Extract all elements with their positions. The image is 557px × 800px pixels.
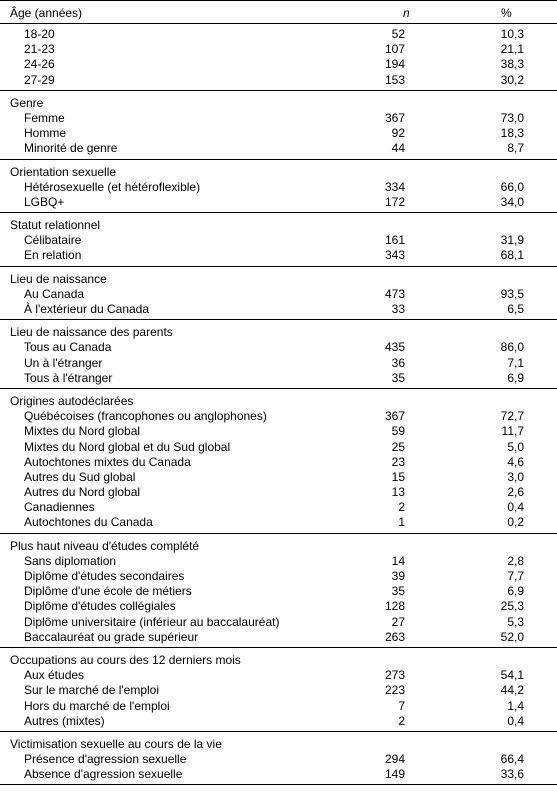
- row-count: 149: [384, 767, 405, 782]
- row-label: Mixtes du Nord global: [24, 424, 141, 439]
- row-percent: 5,0: [507, 439, 524, 454]
- row-count: 14: [391, 553, 405, 568]
- row-percent: 6,9: [507, 584, 524, 599]
- table-section: [0, 267, 557, 321]
- row-count: 367: [384, 409, 405, 424]
- row-label: Québécoises (francophones ou anglophones): [24, 409, 267, 424]
- row-count: 2: [398, 713, 405, 728]
- row-count: 52: [391, 27, 405, 41]
- table-row: [0, 27, 557, 42]
- row-percent: 5,3: [507, 614, 524, 629]
- row-label: Baccalauréat ou grade supérieur: [24, 629, 199, 644]
- row-label: Présence d'agression sexuelle: [24, 752, 187, 767]
- row-label: Autochtones mixtes du Canada: [24, 454, 191, 469]
- table-row: [0, 668, 557, 683]
- row-count: 153: [384, 72, 405, 87]
- table-row: [0, 630, 557, 645]
- row-label: Célibataire: [24, 233, 82, 248]
- row-percent: 66,0: [500, 179, 524, 194]
- row-percent: 38,3: [500, 57, 524, 72]
- table-row: [0, 699, 557, 714]
- row-percent: 18,3: [500, 126, 524, 141]
- row-count: 473: [384, 286, 405, 301]
- row-count: 343: [384, 248, 405, 263]
- row-label: Minorité de genre: [24, 141, 118, 156]
- table-section: [0, 534, 557, 648]
- section-title: Victimisation sexuelle au cours de la vie: [10, 736, 222, 751]
- table-row: [0, 371, 557, 386]
- table-row: [0, 57, 557, 72]
- row-percent: 66,4: [500, 752, 524, 767]
- section-title: Statut relationnel: [10, 218, 101, 233]
- table-row: [0, 767, 557, 782]
- table-row: [0, 569, 557, 584]
- row-label: 27-29: [24, 72, 55, 87]
- row-count: 194: [384, 57, 405, 72]
- table-row: [0, 287, 557, 302]
- table-section: [0, 24, 557, 91]
- table-section: [0, 648, 557, 732]
- table-row: [0, 111, 557, 126]
- row-percent: 7,1: [507, 355, 524, 370]
- table-body: [0, 24, 557, 785]
- row-percent: 6,5: [507, 302, 524, 316]
- section-title: Occupations au cours des 12 derniers mois: [10, 652, 241, 667]
- table-row: [0, 752, 557, 767]
- table-row: [0, 515, 557, 530]
- table-row: [0, 141, 557, 156]
- row-count: 35: [391, 370, 405, 385]
- row-percent: 86,0: [500, 340, 524, 355]
- table-row: [0, 599, 557, 614]
- row-percent: 52,0: [500, 629, 524, 644]
- row-label: Autochtones du Canada: [24, 515, 153, 530]
- table-row: [0, 714, 557, 729]
- table-row: [0, 615, 557, 630]
- row-count: 1: [398, 515, 405, 530]
- row-label: Homme: [24, 126, 67, 141]
- row-percent: 7,7: [507, 569, 524, 583]
- row-count: 25: [391, 439, 405, 454]
- column-header-percent: %: [501, 6, 512, 20]
- row-percent: 8,7: [507, 141, 524, 156]
- row-percent: 10,3: [500, 27, 524, 41]
- row-label: Autres du Sud global: [24, 469, 136, 484]
- row-label: Autres (mixtes): [24, 713, 105, 728]
- row-count: 39: [391, 569, 405, 583]
- row-percent: 3,0: [507, 469, 524, 484]
- row-percent: 31,9: [500, 233, 524, 248]
- table-row: [0, 500, 557, 515]
- row-count: 36: [391, 355, 405, 370]
- row-percent: 2,6: [507, 485, 524, 500]
- row-label: Femme: [24, 110, 65, 125]
- row-count: 223: [384, 683, 405, 698]
- table-section: [0, 160, 557, 214]
- row-percent: 44,2: [500, 683, 524, 698]
- row-label: Canadiennes: [24, 500, 95, 515]
- row-percent: 0,4: [507, 713, 524, 728]
- column-header-label: Âge (années): [10, 6, 83, 20]
- table-row: [0, 340, 557, 355]
- row-count: 15: [391, 469, 405, 484]
- table-section: [0, 732, 557, 786]
- row-count: 59: [391, 424, 405, 439]
- row-percent: 33,6: [500, 767, 524, 782]
- table-row: [0, 440, 557, 455]
- column-header-n: n: [403, 6, 410, 20]
- row-percent: 4,6: [507, 454, 524, 469]
- table-row: [0, 73, 557, 88]
- row-label: 21-23: [24, 42, 55, 57]
- row-label: Diplôme d'études secondaires: [24, 569, 185, 583]
- row-percent: 11,7: [501, 424, 524, 439]
- table-row: [0, 409, 557, 424]
- row-count: 35: [391, 584, 405, 599]
- table-section: [0, 320, 557, 389]
- table-section: [0, 91, 557, 160]
- row-count: 128: [384, 599, 405, 614]
- section-title: Lieu de naissance des parents: [10, 325, 173, 340]
- row-label: Mixtes du Nord global et du Sud global: [24, 439, 231, 454]
- row-label: Au Canada: [24, 286, 85, 301]
- row-count: 7: [398, 698, 405, 713]
- table-row: [0, 356, 557, 371]
- row-percent: 30,2: [500, 72, 524, 87]
- row-count: 435: [384, 340, 405, 355]
- table-row: [0, 455, 557, 470]
- table-row: [0, 195, 557, 210]
- table-row: [0, 233, 557, 248]
- row-percent: 34,0: [500, 194, 524, 209]
- row-percent: 25,3: [500, 599, 524, 614]
- table-row: [0, 554, 557, 569]
- row-label: LGBQ+: [24, 194, 65, 209]
- table-row: [0, 302, 557, 317]
- row-count: 33: [391, 302, 405, 316]
- row-label: À l'extérieur du Canada: [24, 302, 150, 316]
- table-row: [0, 485, 557, 500]
- row-percent: 93,5: [500, 286, 524, 301]
- row-label: Tous à l'étranger: [24, 370, 113, 385]
- row-count: 263: [384, 629, 405, 644]
- row-label: Absence d'agression sexuelle: [24, 767, 183, 782]
- row-label: En relation: [24, 248, 82, 263]
- row-count: 27: [391, 614, 405, 629]
- row-percent: 72,7: [500, 409, 524, 424]
- section-title: Plus haut niveau d'études complété: [10, 538, 200, 553]
- row-count: 294: [384, 752, 405, 767]
- table-section: [0, 213, 557, 267]
- row-label: Aux études: [24, 668, 85, 683]
- row-count: 2: [398, 500, 405, 515]
- row-label: Diplôme d'une école de métiers: [24, 584, 192, 599]
- table-row: [0, 470, 557, 485]
- row-label: Diplôme d'études collégiales: [24, 599, 176, 614]
- row-label: 18-20: [24, 27, 55, 41]
- table-row: [0, 42, 557, 57]
- row-percent: 2,8: [507, 553, 524, 568]
- section-title: Origines autodéclarées: [10, 393, 134, 408]
- row-label: Hors du marché de l'emploi: [24, 698, 170, 713]
- section-title: Genre: [10, 95, 44, 110]
- row-label: Hétérosexuelle (et hétéroflexible): [24, 179, 201, 194]
- row-percent: 54,1: [500, 668, 524, 683]
- row-count: 107: [384, 42, 405, 57]
- row-count: 13: [391, 485, 405, 500]
- section-title: Orientation sexuelle: [10, 164, 117, 179]
- row-label: Sur le marché de l'emploi: [24, 683, 160, 698]
- row-count: 161: [384, 233, 405, 248]
- row-count: 273: [384, 668, 405, 683]
- row-label: Un à l'étranger: [24, 355, 103, 370]
- row-count: 44: [391, 141, 405, 156]
- row-label: Autres du Nord global: [24, 485, 141, 500]
- table-row: [0, 683, 557, 698]
- table-row: [0, 424, 557, 439]
- row-percent: 0,2: [507, 515, 524, 530]
- row-percent: 1,4: [507, 698, 524, 713]
- row-percent: 6,9: [507, 370, 524, 385]
- row-percent: 73,0: [500, 110, 524, 125]
- row-count: 172: [384, 194, 405, 209]
- section-title: Lieu de naissance: [10, 271, 107, 286]
- row-label: Tous au Canada: [24, 340, 112, 355]
- row-label: Sans diplomation: [24, 553, 117, 568]
- row-percent: 0,4: [507, 500, 524, 515]
- table-row: [0, 126, 557, 141]
- row-label: Diplôme universitaire (inférieur au baccalauréat): [24, 614, 280, 629]
- row-count: 367: [384, 110, 405, 125]
- row-percent: 21,1: [500, 42, 524, 57]
- row-percent: 68,1: [500, 248, 524, 263]
- table-header: [0, 0, 557, 24]
- row-count: 23: [391, 454, 405, 469]
- row-count: 334: [384, 179, 405, 194]
- table-section: [0, 389, 557, 534]
- row-count: 92: [391, 126, 405, 141]
- table-row: [0, 584, 557, 599]
- row-label: 24-26: [24, 57, 55, 72]
- table-row: [0, 180, 557, 195]
- table-row: [0, 248, 557, 263]
